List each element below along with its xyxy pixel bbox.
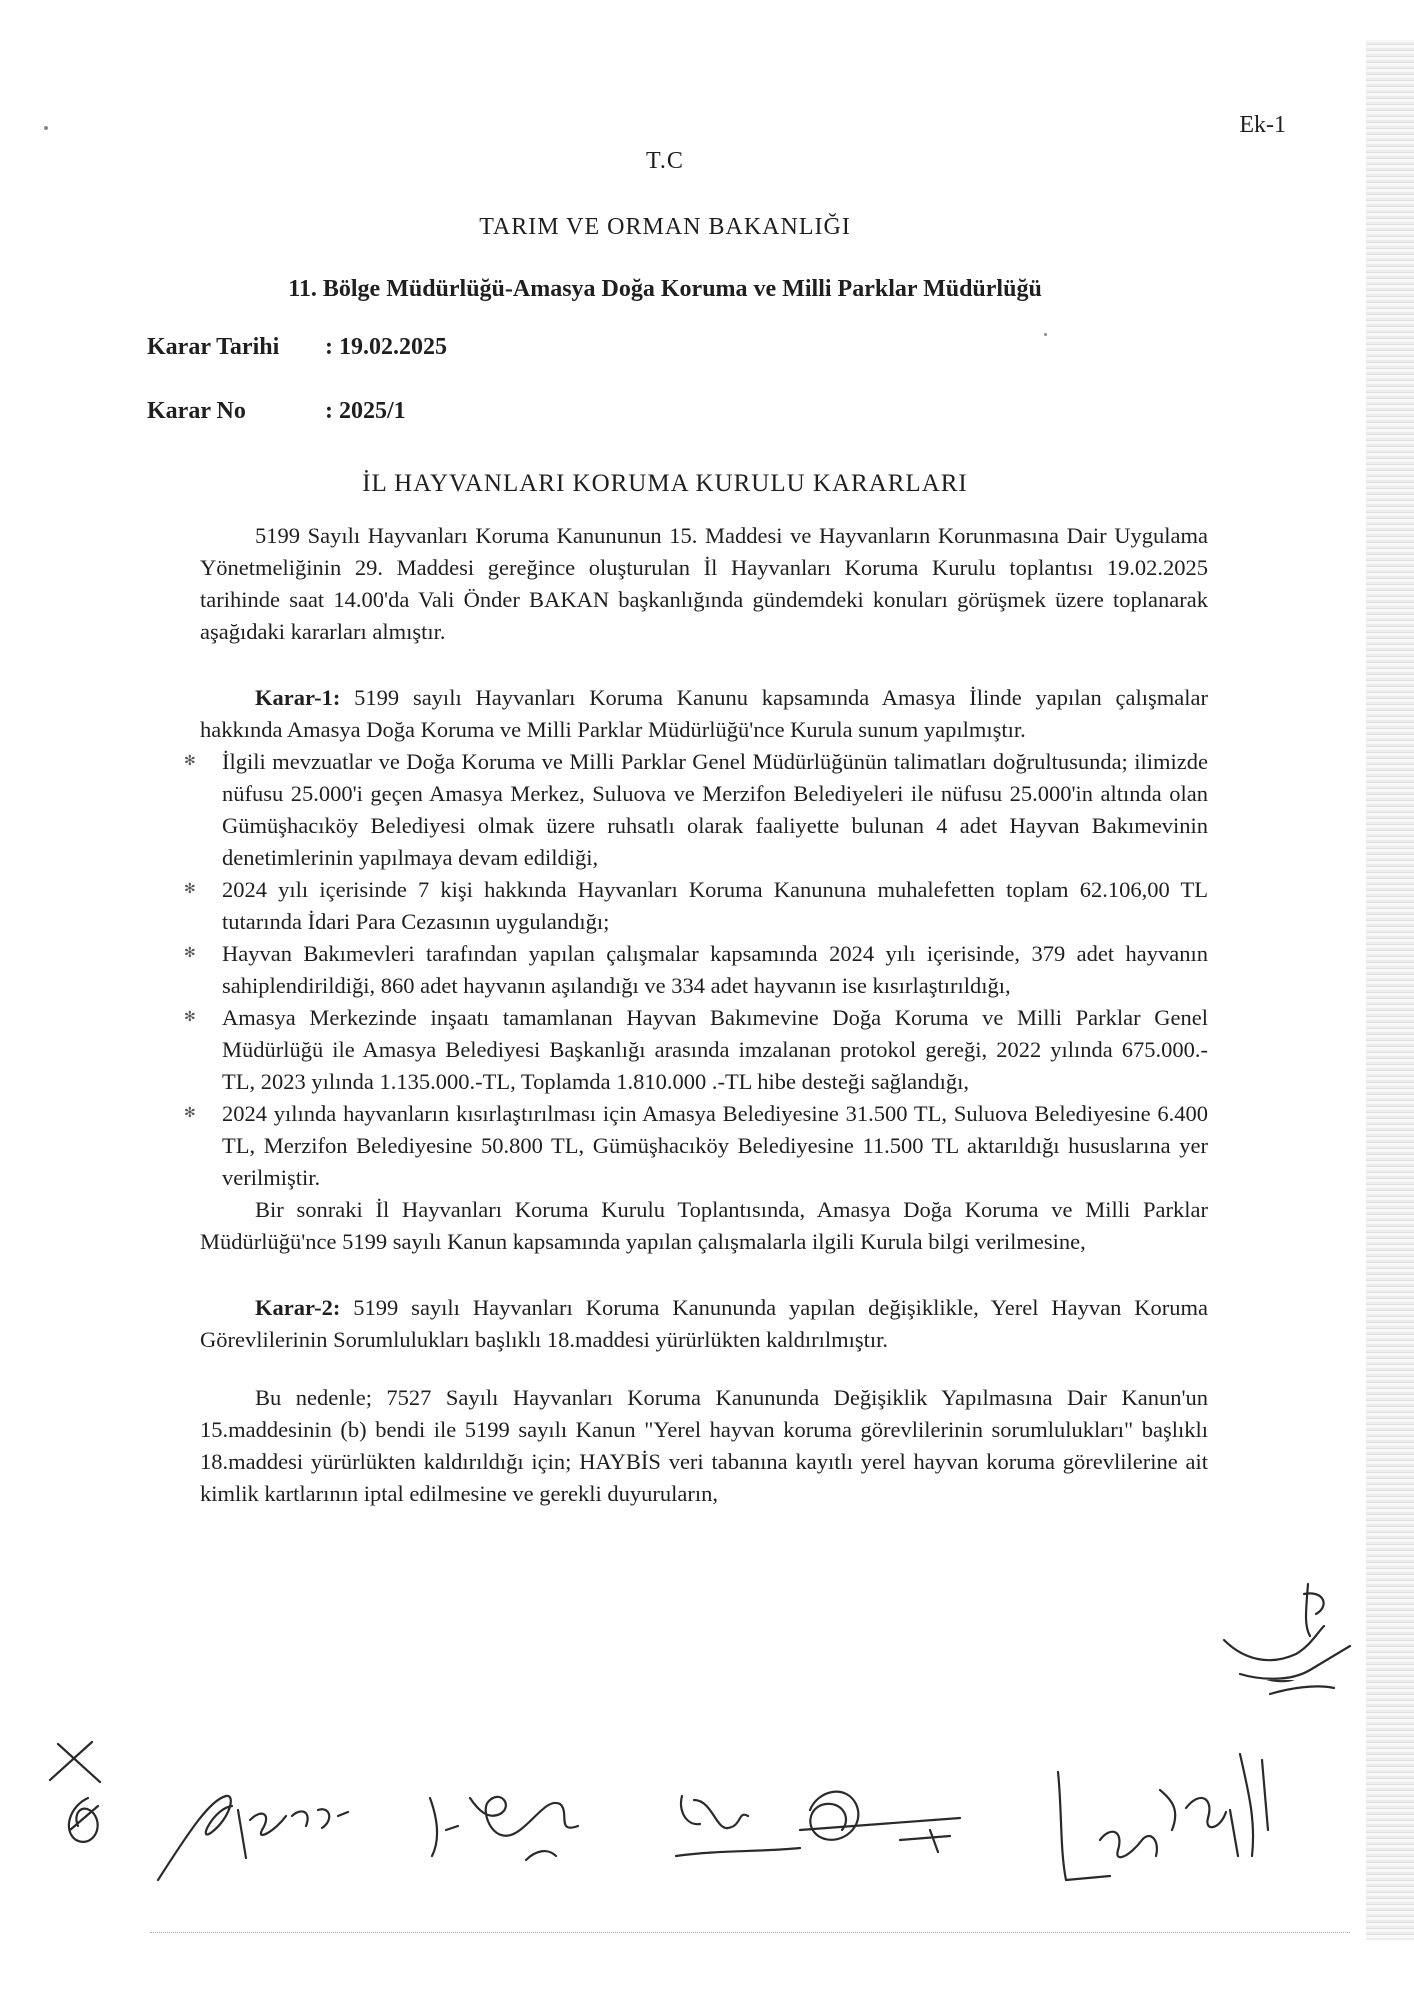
decision-number-label: Karar No [147, 398, 246, 424]
margin-signature [1200, 1570, 1360, 1730]
karar1-paragraph [200, 682, 1208, 746]
list-item [184, 938, 1208, 1002]
karar1-label: Karar-1: [255, 685, 341, 710]
header-region: 11. Bölge Müdürlüğü-Amasya Doğa Koruma ve Milli Parklar Müdürlüğü [288, 276, 1042, 302]
handwritten-signature [1186, 1754, 1268, 1856]
decision-number [147, 398, 406, 425]
list-item-text: 2024 yılı içerisinde 7 kişi hakkında Hayvanları Koruma Kanununa muhalefetten toplam 62.106,00 TL tutarında İdari Para Cezasının uygulandığı; [222, 877, 1208, 934]
list-item-text: Hayvan Bakımevleri tarafından yapılan çalışmalar kapsamında 2024 yılı içerisinde, 379 adet hayvanın sahiplendirildiği, 860 adet hayvanın aşılandığı ve 334 adet hayvanın ise kısırlaştırıldığı, [222, 941, 1208, 998]
decision-date-label: Karar Tarihi [147, 334, 280, 360]
karar2-label: Karar-2: [255, 1295, 341, 1320]
list-item [184, 1098, 1208, 1194]
header-ministry: TARIM VE ORMAN BAKANLIĞI [479, 214, 851, 240]
list-item-text: İlgili mevzuatlar ve Doğa Koruma ve Milli Parklar Genel Müdürlüğünün talimatları doğrultusunda; ilimizde nüfusu 25.000'i geçen Amasya Merkez, Suluova ve Merzifon Belediyeleri ile nüfusu 25.000'in altında olan Gümüşhacıköy Belediyesi olmak üzere ruhsatlı olarak faaliyette bulunan 4 adet Hayvan Bakımevinin denetimlerinin yapılmaya devam edildiği, [222, 749, 1208, 870]
karar1-text: 5199 sayılı Hayvanları Koruma Kanunu kapsamında Amasya İlinde yapılan çalışmalar hakkında Amasya Doğa Koruma ve Milli Parklar Müdürlüğü'nce Kurula sunum yapılmıştır. [200, 685, 1208, 742]
document-title: İL HAYVANLARI KORUMA KURULU KARARLARI [362, 470, 968, 497]
scan-edge-artifact [1366, 40, 1414, 1940]
karar1-closing: Bir sonraki İl Hayvanları Koruma Kurulu Toplantısında, Amasya Doğa Koruma ve Milli Parklar Müdürlüğü'nce 5199 sayılı Kanun kapsamında yapılan çalışmalarla ilgili Kurula bilgi verilmesine, [200, 1197, 1208, 1254]
bullet-icon: ✻ [184, 1010, 196, 1025]
decision-date-value: : 19.02.2025 [325, 334, 447, 360]
intro-paragraph: 5199 Sayılı Hayvanları Koruma Kanununun 15. Maddesi ve Hayvanların Korunmasına Dair Uygulama Yönetmeliğinin 29. Maddesi gereğince oluşturulan İl Hayvanları Koruma Kurulu toplantısı 19.02.2025 tarihinde saat 14.00'da Vali Önder BAKAN başkanlığında gündemdeki konuları görüşmek üzere toplanarak aşağıdaki kararları almıştır. [200, 523, 1208, 644]
bullet-icon: ✻ [184, 1106, 196, 1121]
scan-bottom-noise [150, 1932, 1350, 1934]
scan-speck [44, 126, 48, 130]
list-item [184, 746, 1208, 874]
handwritten-signature [800, 1792, 960, 1852]
decision-number-value: : 2025/1 [325, 398, 406, 424]
karar2-text: 5199 sayılı Hayvanları Koruma Kanununda yapılan değişiklikle, Yerel Hayvan Koruma Görevlilerinin Sorumlulukları başlıklı 18.maddesi yürürlükten kaldırılmıştır. [200, 1295, 1208, 1352]
annex-label: Ek-1 [1239, 112, 1286, 138]
initial-mark-left [50, 1742, 100, 1842]
bullet-icon: ✻ [184, 754, 196, 769]
scan-speck [1044, 333, 1047, 336]
decision-date [147, 334, 447, 361]
bullet-icon: ✻ [184, 946, 196, 961]
list-item [184, 1002, 1208, 1098]
handwritten-signature [158, 1796, 348, 1880]
list-item-text: 2024 yılında hayvanların kısırlaştırılması için Amasya Belediyesine 31.500 TL, Suluova Belediyesine 6.400 TL, Merzifon Belediyesine 50.800 TL, Gümüşhacıköy Belediyesine 11.500 TL aktarıldığı hususlarına yer verilmiştir. [222, 1101, 1208, 1190]
karar2-reason-paragraph: Bu nedenle; 7527 Sayılı Hayvanları Koruma Kanununda Değişiklik Yapılmasına Dair Kanun'un 15.maddesinin (b) bendi ile 5199 sayılı Kanun "Yerel hayvan koruma görevlilerinin sorumlulukları" başlıklı 18.maddesi yürürlükten kaldırıldığı için; HAYBİS veri tabanına kayıtlı yerel hayvan koruma görevlilerine ait kimlik kartlarının iptal edilmesine ve gerekli duyuruların, [200, 1385, 1208, 1506]
document-body [184, 520, 1208, 1510]
bullet-icon: ✻ [184, 882, 196, 897]
karar1-bullet-list [184, 746, 1208, 1194]
karar2-paragraph [200, 1292, 1208, 1356]
handwritten-signature [1058, 1772, 1175, 1880]
list-item [184, 874, 1208, 938]
handwritten-signature [430, 1797, 578, 1860]
handwritten-signature [676, 1796, 800, 1856]
list-item-text: Amasya Merkezinde inşaatı tamamlanan Hayvan Bakımevine Doğa Koruma ve Milli Parklar Genel Müdürlüğü ile Amasya Belediyesi Başkanlığı arasında imzalanan protokol gereği, 2022 yılında 675.000.- TL, 2023 yılında 1.135.000.-TL, Toplamda 1.810.000 .-TL hibe desteği sağlandığı, [222, 1005, 1208, 1094]
header-tc: T.C [646, 148, 684, 174]
